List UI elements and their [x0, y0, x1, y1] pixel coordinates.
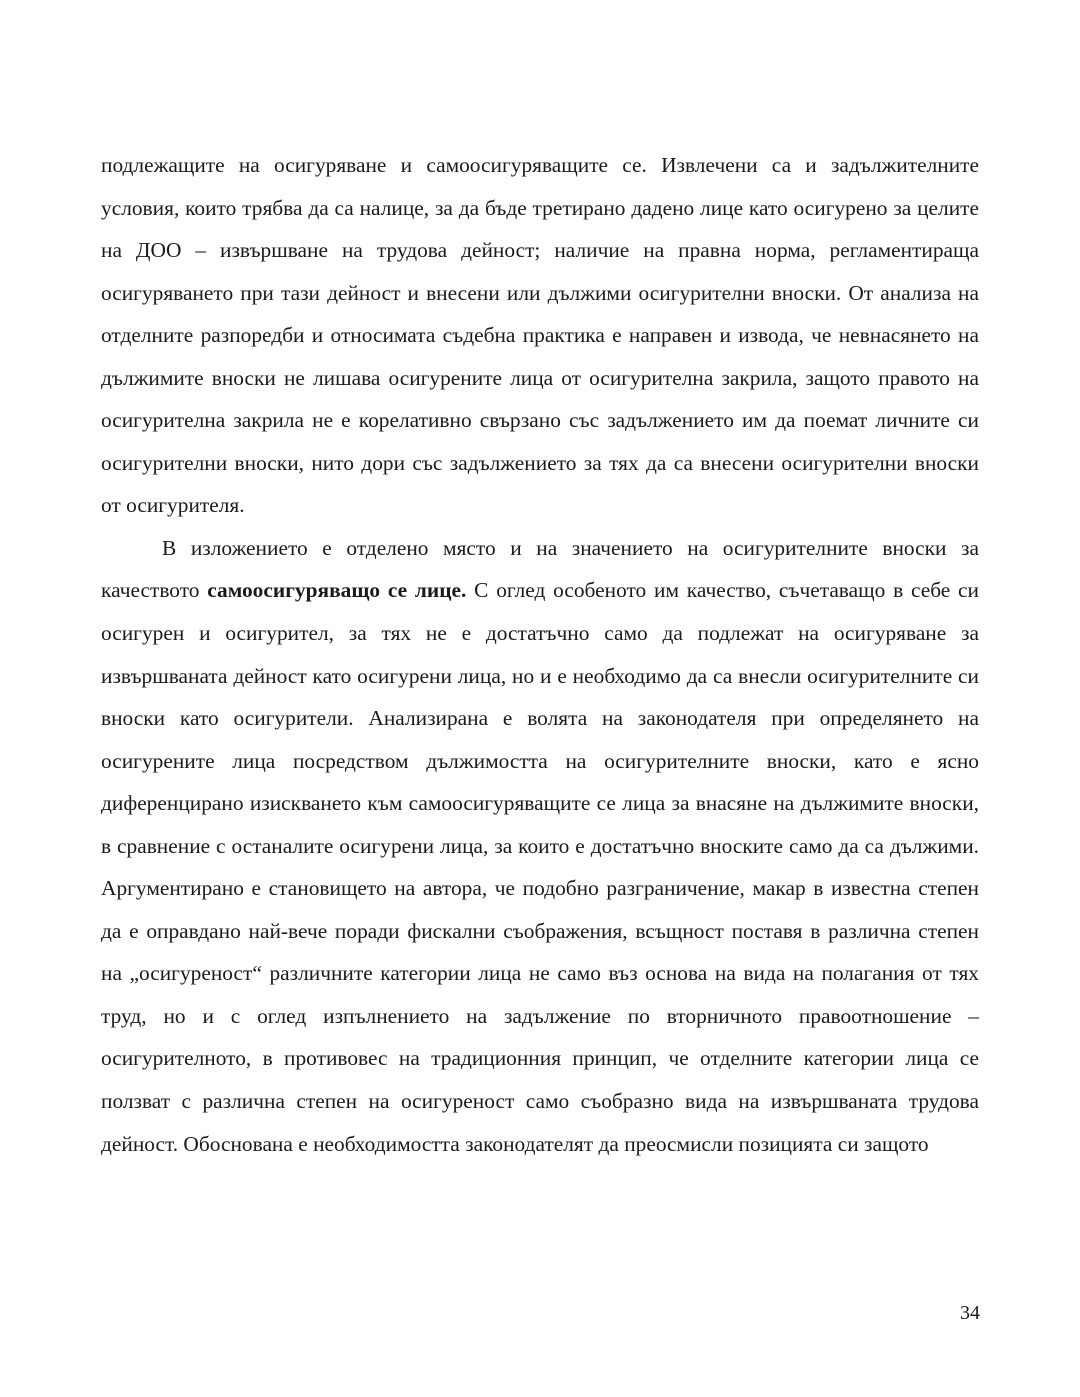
paragraph-2-text-end: С оглед особеното им качество, съчетаващо в себе си осигурен и осигурител, за тях не е достатъчно само да подлежат на осигуряване за извършваната дейност като осигурени лица, но и е необходимо да са внесли осигурителните си вноски като осигурители. Анализирана е волята на законодателя при определянето на осигурените лица посредством дължимостта на осигурителните вноски, като е ясно диференцирано изискването към самоосигуряващите се лица за внасяне на дължимите вноски, в сравнение с останалите осигурени лица, за които е достатъчно вноските само да са дължими. Аргументирано е становището на автора, че подобно разграничение, макар в известна степен да е оправдано най-вече поради фискални съображения, всъщност поставя в различна степен на „осигуреност“ различните категории лица не само въз основа на вида на полагания от тях труд, но и с оглед изпълнението на задължение по вторничното правоотношение – осигурителното, в противовес на традиционния принцип, че отделните категории лица се ползват с различна степен на осигуреност само съобразно вида на извършваната трудова дейност. Обоснована е необходимостта законодателят да преосмисли позицията си защото: [101, 578, 980, 1156]
page-number: 34: [960, 1302, 980, 1324]
paragraph-2: [101, 527, 979, 1165]
body-text: [101, 144, 979, 1165]
paragraph-2-text-start: В изложението е отделено място и на значението на осигурителните вноски за качеството: [101, 535, 979, 603]
paragraph-1: подлежащите на осигуряване и самоосигуряващите се. Извлечени са и задължителните условия, които трябва да са налице, за да бъде третирано дадено лице като осигурено за целите на ДОО – извършване на трудова дейност; наличие на правна норма, регламентираща осигуряването при тази дейност и внесени или дължими осигурителни вноски. От анализа на отделните разпоредби и относимата съдебна практика е направен и извода, че невнасянето на дължимите вноски не лишава осигурените лица от осигурителна закрила, защото правото на осигурителна закрила не е корелативно свързано със задължението им да поемат личните си осигурителни вноски, нито дори със задължението за тях да са внесени осигурителни вноски от осигурителя.: [101, 153, 979, 518]
paragraph-2-bold-term: самоосигуряващо се лице.: [207, 578, 467, 603]
